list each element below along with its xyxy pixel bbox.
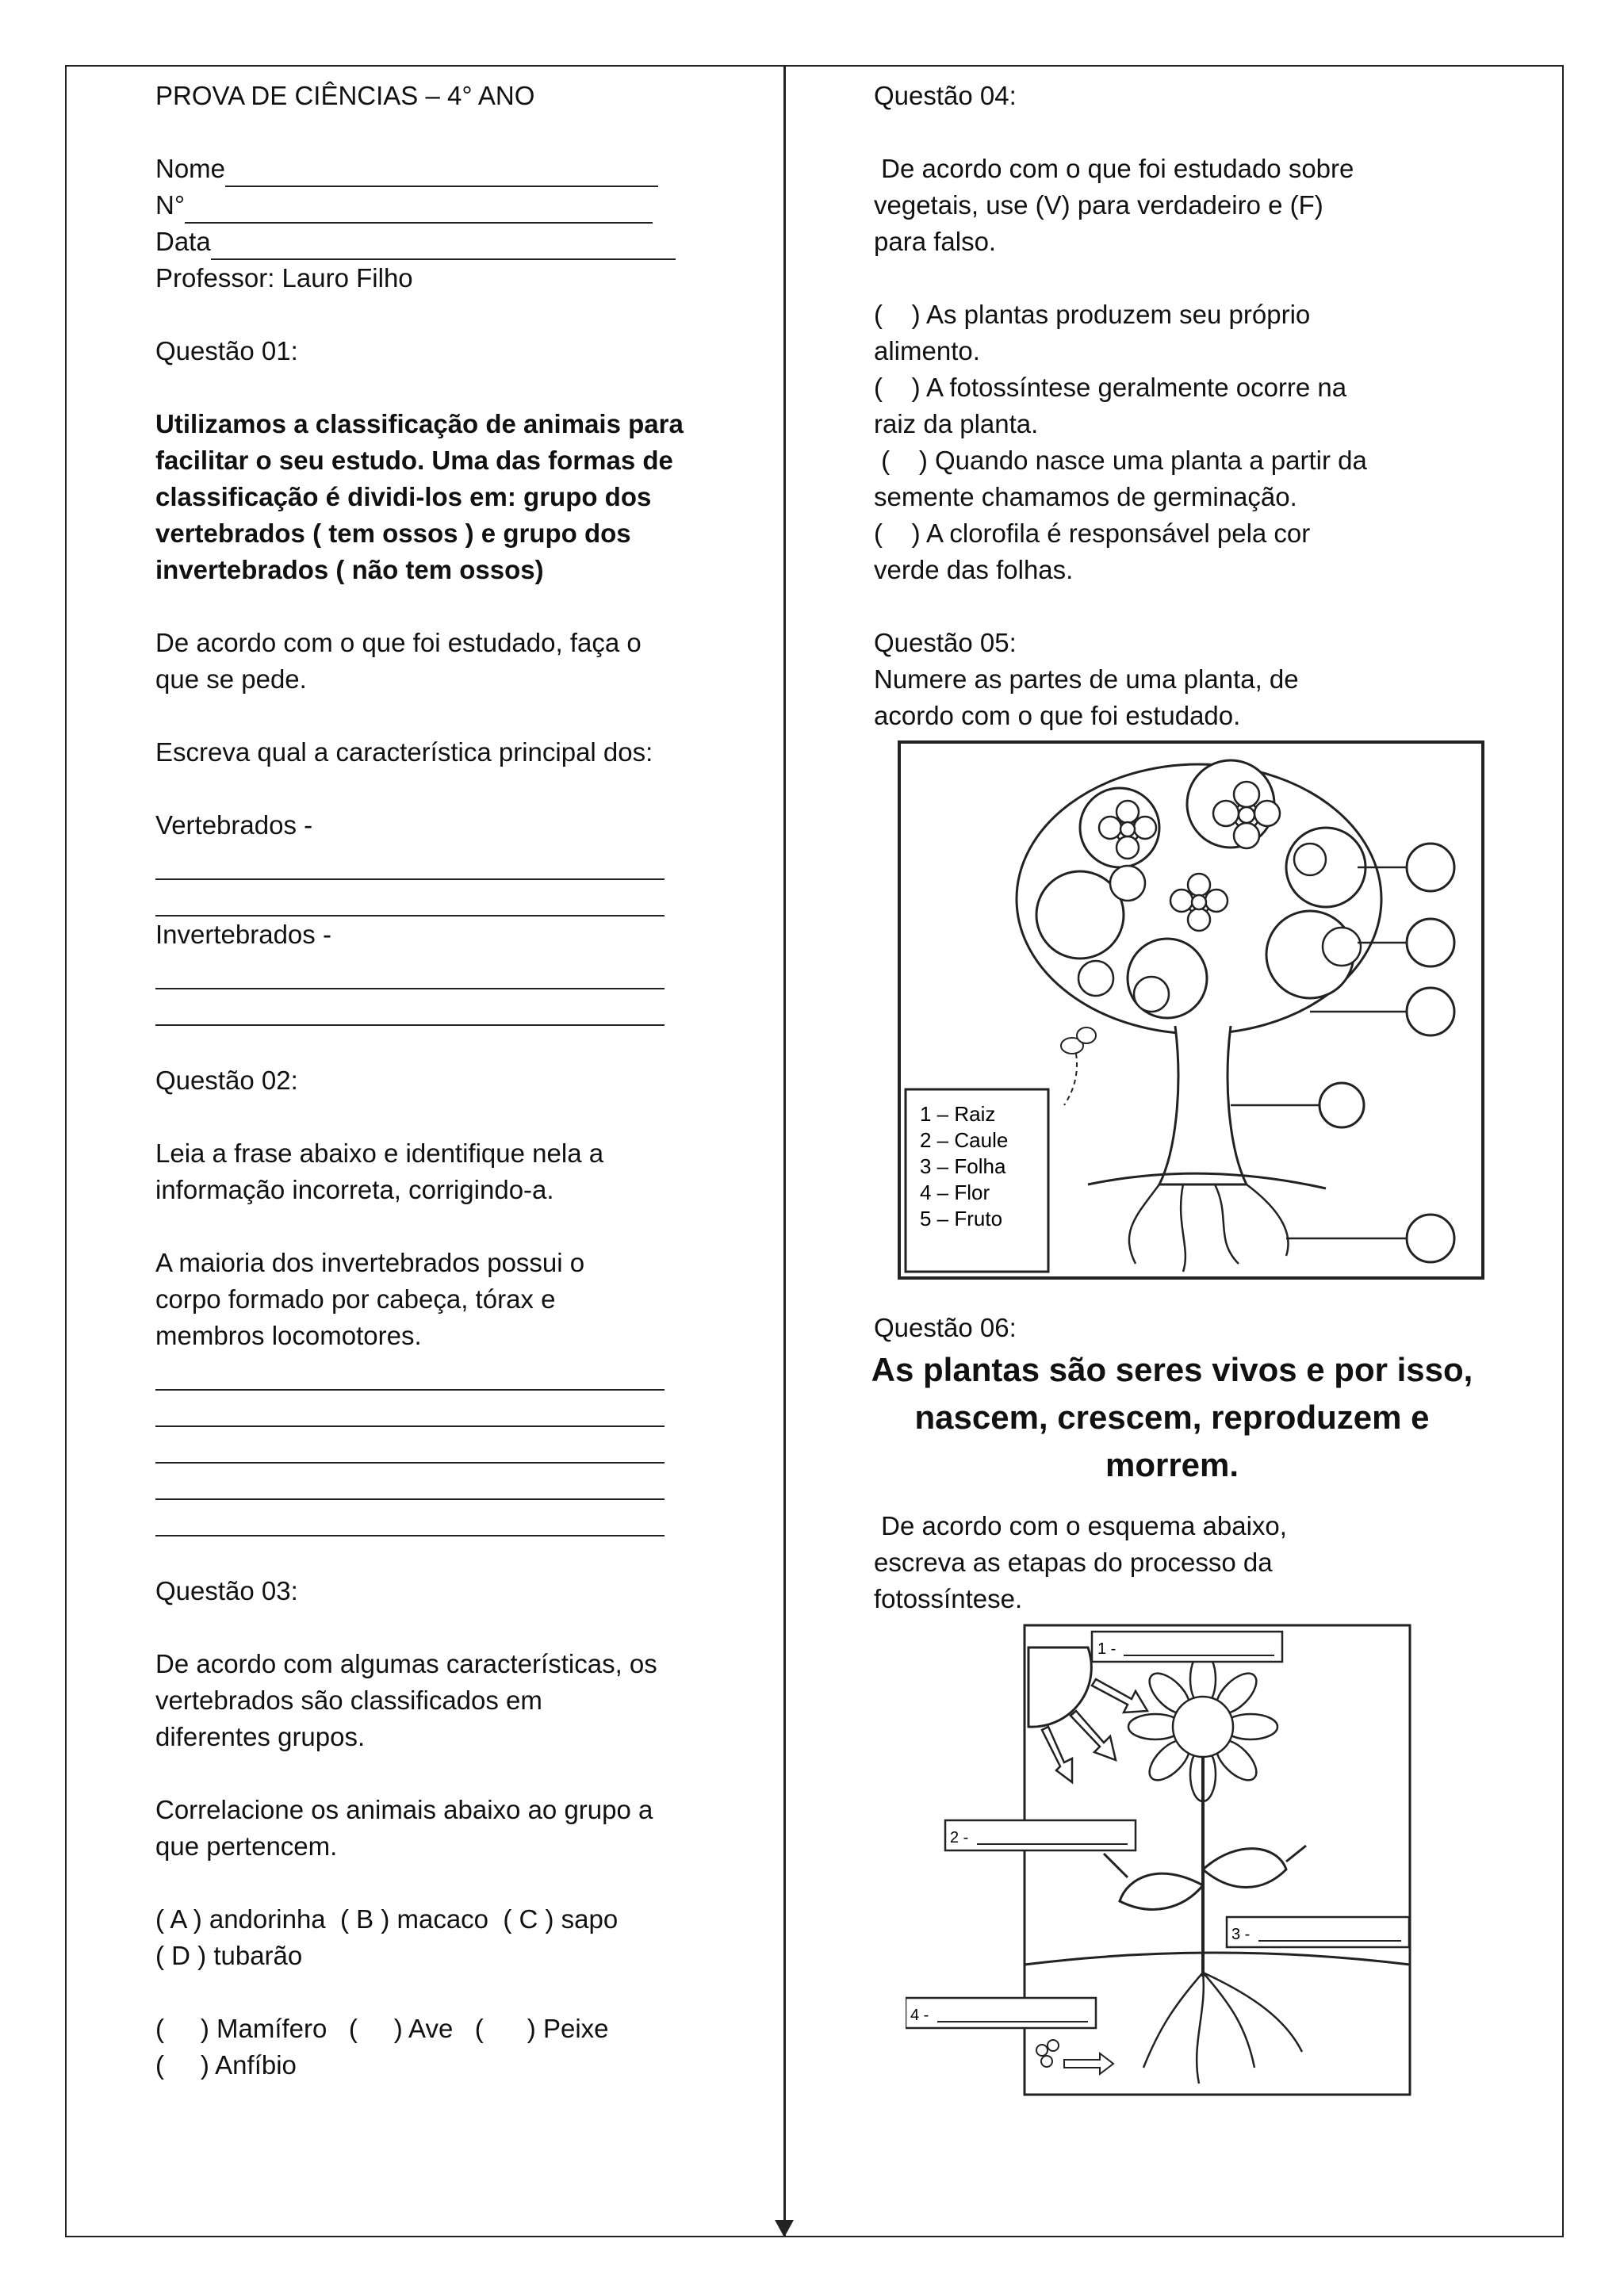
q1-instruction-line: De acordo com o que foi estudado, faça o [155,628,642,657]
q1-intro-line: vertebrados ( tem ossos ) e grupo dos [155,519,631,548]
q4-title: Questão 04: [874,81,1017,110]
q3-title: Questão 03: [155,1576,298,1605]
q3-instruction-line: vertebrados são classificados em [155,1686,542,1715]
tree-figure [898,740,1484,1280]
q1-intro-line: invertebrados ( não tem ossos) [155,555,544,584]
q5-instruction-line: acordo com o que foi estudado. [874,701,1241,730]
name-field[interactable] [155,151,758,187]
q2-sentence-line: A maioria dos invertebrados possui o [155,1248,585,1277]
answer-line[interactable] [155,989,665,1026]
legend-item: 4 – Flor [920,1181,990,1204]
q1-intro-line: facilitar o seu estudo. Uma das formas de [155,446,673,475]
answer-line[interactable] [155,844,665,880]
answer-line[interactable] [155,880,665,916]
q2-title: Questão 02: [155,1066,298,1095]
q6-instruction-line: De acordo com o esquema abaixo, [874,1511,1287,1540]
q3-animals-line: ( A ) andorinha ( B ) macaco ( C ) sapo [155,1904,619,1934]
q3-groups-line[interactable]: ( ) Mamífero ( ) Ave ( ) Peixe [155,2014,609,2043]
q1-intro-line: Utilizamos a classificação de animais para [155,409,684,438]
q4-item-line: verde das folhas. [874,555,1074,584]
tree-illustration [898,740,1484,1280]
number-field[interactable] [155,187,758,224]
q2-instruction-line: Leia a frase abaixo e identifique nela a [155,1138,604,1168]
photosynthesis-figure [906,1624,1413,2099]
q2-sentence-line: membros locomotores. [155,1321,422,1350]
step-label: 3 - [1231,1926,1251,1943]
answer-line[interactable] [155,1427,665,1464]
professor-name: Professor: Lauro Filho [155,263,413,293]
q6-instruction-line: fotossíntese. [874,1584,1023,1613]
q1-ask: Escreva qual a característica principal dos: [155,737,653,767]
legend-item: 5 – Fruto [920,1207,1003,1230]
date-label: Data [155,227,211,256]
legend-item: 2 – Caule [920,1128,1009,1152]
number-label: N° [155,190,186,220]
q4-item-line[interactable]: ( ) A fotossíntese geralmente ocorre na [874,373,1347,402]
q5-instruction-line: Numere as partes de uma planta, de [874,664,1299,694]
q3-correlate-line: Correlacione os animais abaixo ao grupo a [155,1795,653,1824]
step-label: 4 - [910,2007,929,2024]
q4-item-line: raiz da planta. [874,409,1039,438]
answer-line[interactable] [155,1354,665,1391]
q6-statement-line: nascem, crescem, reproduzem e [914,1399,1430,1436]
answer-line[interactable] [155,1391,665,1427]
column-divider [783,65,786,2237]
q1-intro-line: classificação é dividi-los em: grupo dos [155,482,652,511]
answer-line[interactable] [155,1500,665,1536]
q1-title: Questão 01: [155,336,298,365]
right-column [871,78,1524,2106]
q5-title: Questão 05: [874,628,1017,657]
invertebrados-label: Invertebrados - [155,920,331,949]
answer-line[interactable] [155,953,665,989]
q4-item-line: semente chamamos de germinação. [874,482,1297,511]
q1-instruction-line: que se pede. [155,664,307,694]
q2-sentence-line: corpo formado por cabeça, tórax e [155,1284,556,1314]
step-label: 2 - [950,1829,969,1846]
answer-line[interactable] [155,1464,665,1500]
q2-instruction-line: informação incorreta, corrigindo-a. [155,1175,554,1204]
q6-statement-line: morrem. [1105,1446,1239,1483]
photosynthesis-diagram [906,1624,1413,2099]
q6-title: Questão 06: [874,1313,1017,1342]
divider-arrowhead [775,2220,794,2237]
left-column [155,78,758,2084]
q6-instruction-line: escreva as etapas do processo da [874,1548,1273,1577]
q3-animals-line: ( D ) tubarão [155,1941,303,1970]
q4-item-line[interactable]: ( ) As plantas produzem seu próprio [874,300,1311,329]
q3-correlate-line: que pertencem. [155,1831,338,1861]
q4-instruction-line: De acordo com o que foi estudado sobre [874,154,1354,183]
q3-instruction-line: diferentes grupos. [155,1722,366,1751]
date-field[interactable] [155,224,758,260]
legend-item: 1 – Raiz [920,1102,996,1126]
q4-item-line[interactable]: ( ) Quando nasce uma planta a partir da [874,446,1367,475]
vertebrados-label: Vertebrados - [155,810,313,840]
q3-groups-line[interactable]: ( ) Anfíbio [155,2050,297,2080]
step-label: 1 - [1097,1640,1116,1658]
q4-item-line: alimento. [874,336,980,365]
legend-item: 3 – Folha [920,1154,1006,1178]
q6-statement-line: As plantas são seres vivos e por isso, [871,1351,1473,1388]
q4-item-line[interactable]: ( ) A clorofila é responsável pela cor [874,519,1311,548]
exam-title: PROVA DE CIÊNCIAS – 4° ANO [155,81,535,110]
name-label: Nome [155,154,226,183]
q4-instruction-line: vegetais, use (V) para verdadeiro e (F) [874,190,1323,220]
q3-instruction-line: De acordo com algumas características, os [155,1649,657,1678]
q4-instruction-line: para falso. [874,227,997,256]
